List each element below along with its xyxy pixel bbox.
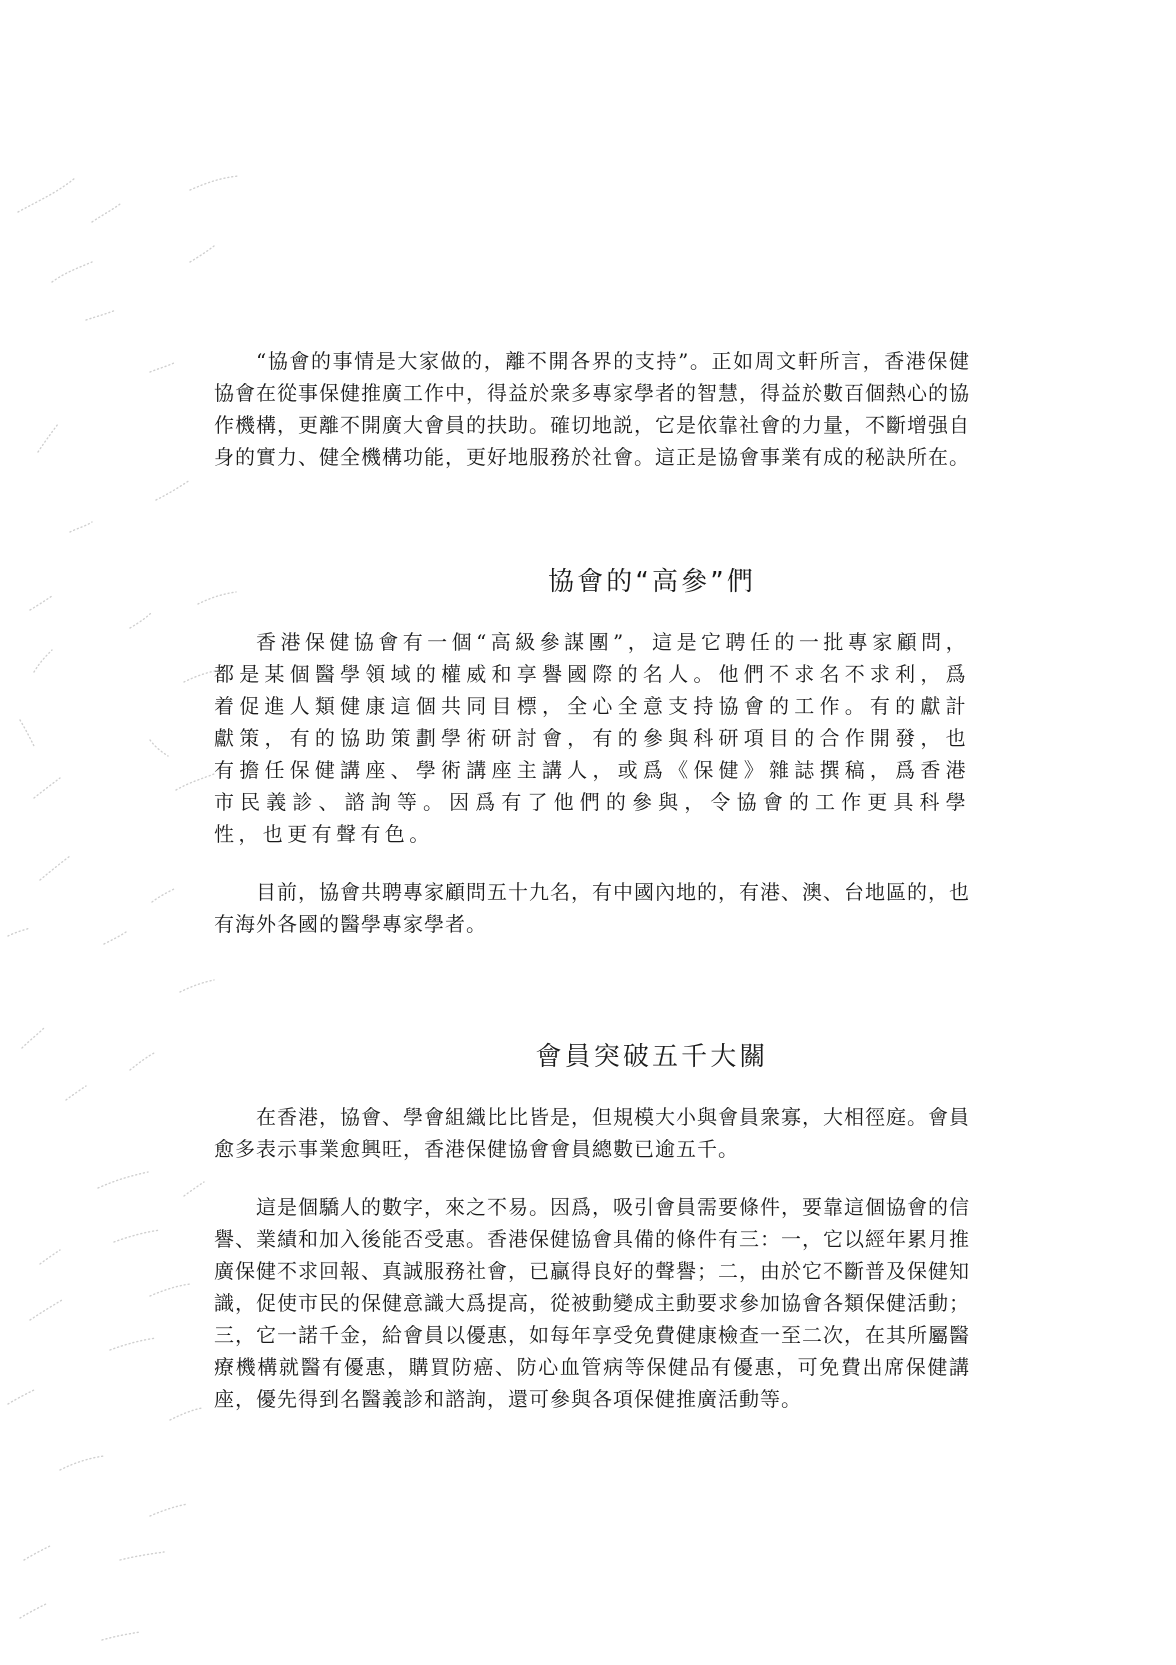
- article-body: [214, 345, 970, 1415]
- paragraph: 在香港，協會、學會組織比比皆是，但規模大小與會員衆寡，大相徑庭。會員愈多表示事業愈興旺，香港保健協會會員總數已逾五千。: [214, 1105, 970, 1161]
- section-heading: 會員突破五千大關: [535, 1042, 769, 1072]
- paragraph: 這是個驕人的數字，來之不易。因爲，吸引會員需要條件，要靠這個協會的信譽、業績和加入後能否受惠。香港保健協會具備的條件有三：一，它以經年累月推廣保健不求回報、真誠服務社會，已贏得良好的聲譽；二，由於它不斷普及保健知識，促使市民的保健意識大爲提高，從被動變成主動要求參加協會各類保健活動；三，它一諾千金，給會員以優惠，如每年享受免費健康檢查一至二次，在其所屬醫療機構就醫有優惠，購買防癌、防心血管病等保健品有優惠，可免費出席保健講座，優先得到名醫義診和諮詢，還可參與各項保健推廣活動等。: [214, 1195, 970, 1411]
- paragraph: “協會的事情是大家做的，離不開各界的支持”。正如周文軒所言，香港保健協會在從事保健推廣工作中，得益於衆多專家學者的智慧，得益於數百個熱心的協作機構，更離不開廣大會員的扶助。確切地説，它是依靠社會的力量，不斷增强自身的實力、健全機構功能，更好地服務於社會。這正是協會事業有成的秘訣所在。: [214, 349, 970, 469]
- section-heading: 協會的“高參”們: [548, 567, 756, 597]
- section-expert-advisors: [214, 561, 970, 940]
- section-membership: [214, 1036, 970, 1415]
- paragraph: 香港保健協會有一個“高級參謀團”，這是它聘任的一批專家顧問，都是某個醫學領域的權威和享譽國際的名人。他們不求名不求利，爲着促進人類健康這個共同目標，全心全意支持協會的工作。有的獻計獻策，有的協助策劃學術研討會，有的參與科研項目的合作開發，也有擔任保健講座、學術講座主講人，或爲《保健》雜誌撰稿，爲香港市民義診、諮詢等。因爲有了他們的參與，令協會的工作更具科學性，也更有聲有色。: [214, 630, 970, 846]
- section-community-support: [214, 345, 970, 473]
- paragraph: 目前，協會共聘專家顧問五十九名，有中國內地的，有港、澳、台地區的，也有海外各國的醫學專家學者。: [214, 880, 970, 936]
